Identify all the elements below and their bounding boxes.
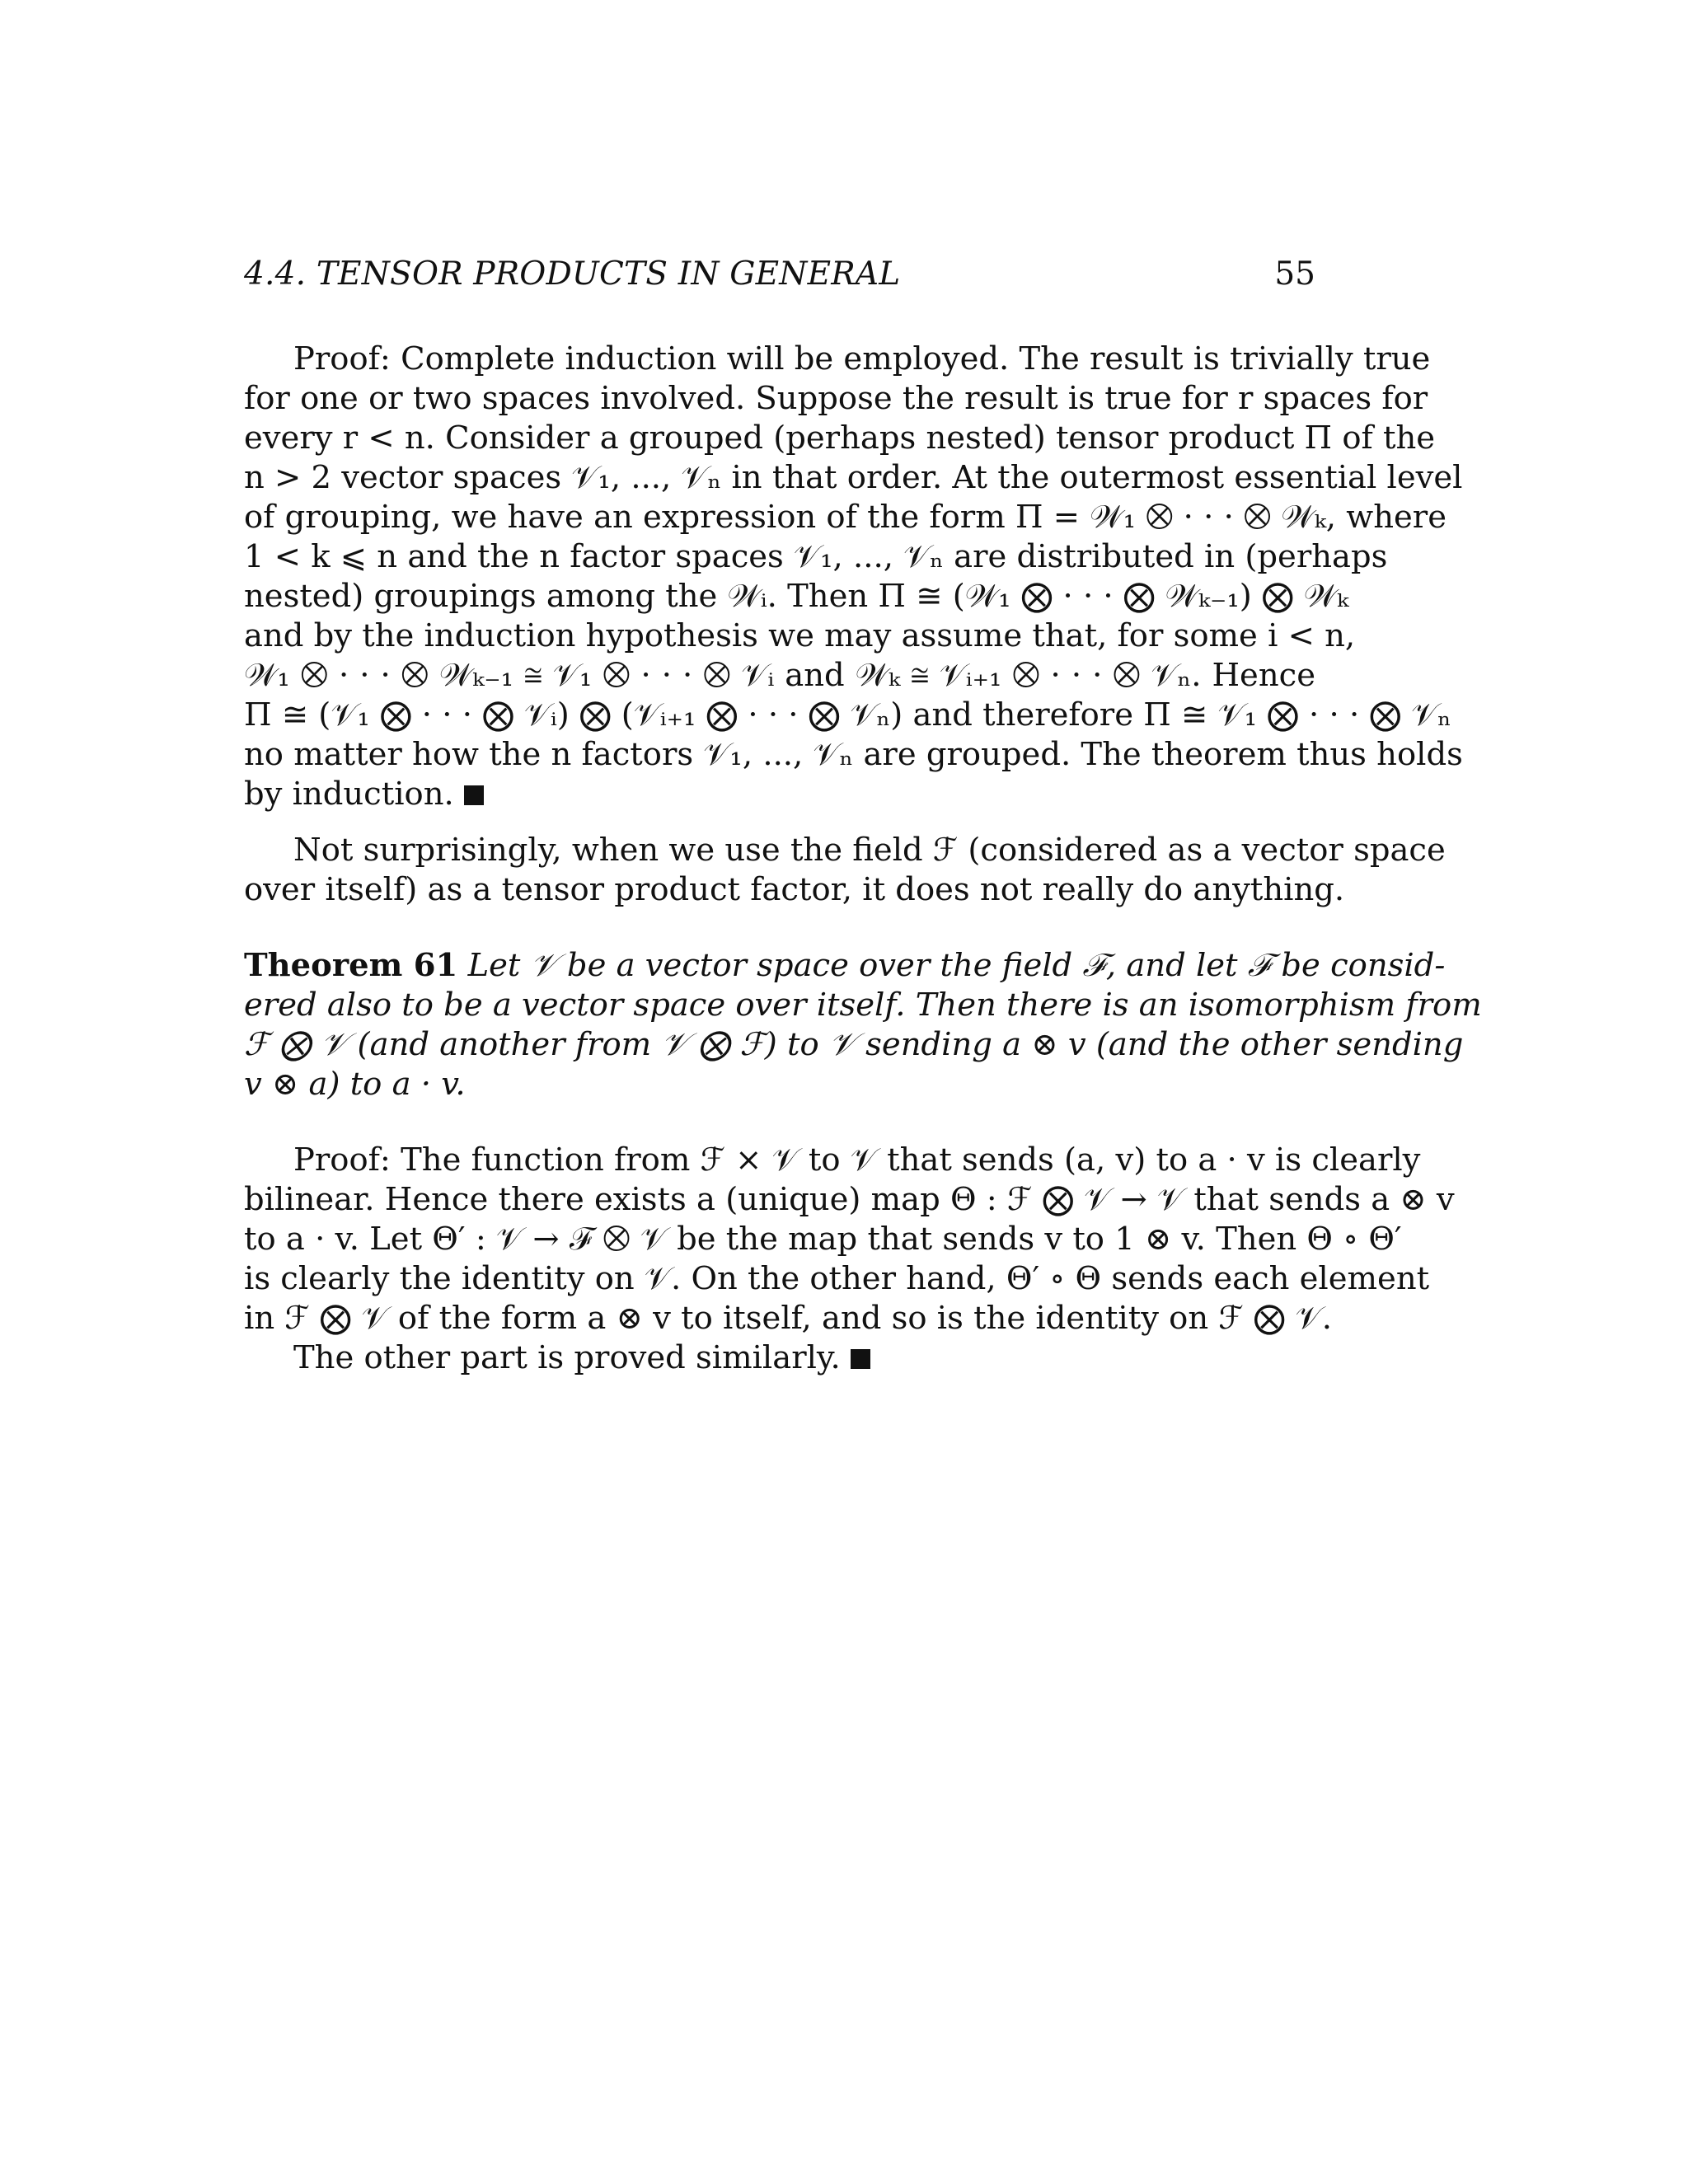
text-line: The other part is proved similarly. <box>293 1339 841 1376</box>
text-line: no matter how the n factors 𝒱₁, ..., 𝒱ₙ are grouped. The theorem thus holds <box>244 736 1463 773</box>
paragraph-2 <box>244 831 1446 910</box>
text-line: in ℱ ⨂ 𝒱 of the form a ⊗ v to itself, and so is the identity on ℱ ⨂ 𝒱. <box>244 1300 1332 1337</box>
text-line: Proof: The function from ℱ × 𝒱 to 𝒱 that sends (a, v) to a · v is clearly <box>293 1141 1421 1179</box>
text-line: Π ≅ (𝒱₁ ⨂ · · · ⨂ 𝒱ᵢ) ⨂ (𝒱ᵢ₊₁ ⨂ · · · ⨂ 𝒱ₙ) and therefore Π ≅ 𝒱₁ ⨂ · · · ⨂ 𝒱ₙ <box>244 696 1451 733</box>
running-head: 4.4. TENSOR PRODUCTS IN GENERAL <box>244 255 901 293</box>
theorem-line <box>244 946 1446 986</box>
text-line-with-qed <box>244 775 1315 814</box>
text-line: for one or two spaces involved. Suppose the result is true for r spaces for <box>244 380 1428 417</box>
theorem-line: v ⊗ a) to a · v. <box>244 1066 466 1103</box>
theorem-line: ered also to be a vector space over itself. Then there is an isomorphism from <box>244 987 1482 1024</box>
theorem-text: Let 𝒱 be a vector space over the field ℱ, and let ℱ be consid- <box>467 947 1446 984</box>
text-line: and by the induction hypothesis we may assume that, for some i < n, <box>244 617 1356 654</box>
text-line: to a · v. Let Θ′ : 𝒱 → ℱ ⨂ 𝒱 be the map that sends v to 1 ⊗ v. Then Θ ∘ Θ′ <box>244 1221 1402 1258</box>
proof-paragraph-2 <box>244 1141 1455 1378</box>
text-line: n > 2 vector spaces 𝒱₁, ..., 𝒱ₙ in that order. At the outermost essential level <box>244 459 1463 496</box>
theorem-label: Theorem 61 <box>244 947 458 984</box>
qed-square-icon <box>851 1349 870 1369</box>
page-header <box>244 255 1315 298</box>
text-line: Proof: Complete induction will be employed. The result is trivially true <box>293 340 1431 377</box>
text-line: over itself) as a tensor product factor, it does not really do anything. <box>244 871 1345 908</box>
text-line: Not surprisingly, when we use the field ℱ (considered as a vector space <box>293 832 1446 869</box>
page-body <box>244 340 1482 1378</box>
text-line-with-qed <box>244 1338 1315 1378</box>
theorem-line: ℱ ⨂ 𝒱 (and another from 𝒱 ⨂ ℱ) to 𝒱 sending a ⊗ v (and the other sending <box>244 1026 1464 1063</box>
text-line: bilinear. Hence there exists a (unique) map Θ : ℱ ⨂ 𝒱 → 𝒱 that sends a ⊗ v <box>244 1181 1455 1218</box>
text-line: of grouping, we have an expression of the form Π = 𝒲₁ ⨂ · · · ⨂ 𝒲ₖ, where <box>244 499 1447 536</box>
page-number: 55 <box>1274 255 1315 293</box>
text-line: nested) groupings among the 𝒲ᵢ. Then Π ≅ (𝒲₁ ⨂ · · · ⨂ 𝒲ₖ₋₁) ⨂ 𝒲ₖ <box>244 578 1349 615</box>
text-line: by induction. <box>244 776 454 813</box>
theorem-61 <box>244 946 1482 1104</box>
text-line: every r < n. Consider a grouped (perhaps nested) tensor product Π of the <box>244 419 1436 457</box>
text-line: 1 < k ⩽ n and the n factor spaces 𝒱₁, ..., 𝒱ₙ are distributed in (perhaps <box>244 538 1388 575</box>
qed-square-icon <box>464 785 484 805</box>
text-line: is clearly the identity on 𝒱. On the other hand, Θ′ ∘ Θ sends each element <box>244 1260 1430 1297</box>
proof-paragraph-1 <box>244 340 1463 814</box>
text-line: 𝒲₁ ⨂ · · · ⨂ 𝒲ₖ₋₁ ≅ 𝒱₁ ⨂ · · · ⨂ 𝒱ᵢ and 𝒲ₖ ≅ 𝒱ᵢ₊₁ ⨂ · · · ⨂ 𝒱ₙ. Hence <box>244 657 1315 694</box>
